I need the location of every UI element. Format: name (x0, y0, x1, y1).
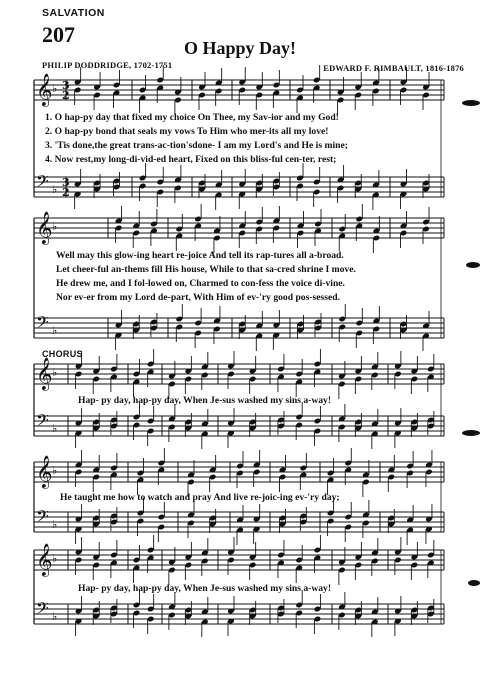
time-signature: 2 (62, 186, 70, 199)
section-label: SALVATION (42, 7, 105, 19)
scan-mark (462, 100, 480, 106)
treble-clef-icon: 𝄞 (36, 455, 53, 488)
flat-icon: ♭ (52, 183, 58, 196)
verse-3-line-2: He drew me, and I fol-lowed on, Charmed to con-fess the voice di-vine. (56, 278, 345, 289)
verse-3-line-1: 3. 'Tis done,the great trans-ac-tion'sdone- I am my Lord's and He is mine; (45, 140, 348, 151)
treble-clef-icon: 𝄞 (36, 73, 53, 106)
time-signature: 3 (62, 79, 70, 92)
treble-clef-icon: 𝄞 (36, 211, 53, 244)
flat-icon: ♭ (52, 82, 58, 95)
flat-icon: ♭ (52, 324, 58, 337)
chorus-line-1: Hap- py day, hap-py day, When Je-sus washed my sins a-way! (78, 395, 332, 406)
chorus-line-3: Hap- py day, hap-py day, When Je-sus washed my sins a-way! (78, 583, 332, 594)
bass-clef-icon: 𝄢 (36, 598, 49, 622)
verse-4-line-1: 4. Now rest,my long-di-vid-ed heart, Fixed on this bliss-ful cen-ter, rest; (45, 154, 337, 165)
scan-mark (466, 262, 480, 268)
flat-icon: ♭ (52, 518, 58, 531)
verse-1-line-1: 1. O hap-py day that fixed my choice On Thee, my Sav-ior and my God! (45, 112, 339, 123)
scan-mark (462, 430, 480, 436)
flat-icon: ♭ (52, 464, 58, 477)
bass-clef-icon: 𝄢 (36, 312, 49, 336)
words-author: PHILIP DODDRIDGE, 1702-1751 (42, 60, 173, 70)
flat-icon: ♭ (52, 422, 58, 435)
bass-clef-icon: 𝄢 (36, 171, 49, 195)
flat-icon: ♭ (52, 220, 58, 233)
hymn-number: 207 (42, 22, 75, 47)
bass-clef-icon: 𝄢 (36, 410, 49, 434)
verse-2-line-2: Let cheer-ful an-thems fill His house, While to that sa-cred shrine I move. (56, 264, 356, 275)
treble-clef-icon: 𝄞 (36, 357, 53, 390)
treble-clef-icon: 𝄞 (36, 543, 53, 576)
hymn-title: O Happy Day! (183, 38, 297, 58)
time-signature: 2 (62, 89, 70, 102)
verse-1-line-2: Well may this glow-ing heart re-joice And tell its rap-tures all a-broad. (56, 250, 344, 261)
time-signature: 3 (62, 176, 70, 189)
flat-icon: ♭ (52, 610, 58, 623)
scan-mark (468, 580, 480, 586)
bass-clef-icon: 𝄢 (36, 506, 49, 530)
verse-4-line-2: Nor ev-er from my Lord de-part, With Him of ev-'ry good pos-sessed. (56, 292, 340, 303)
flat-icon: ♭ (52, 366, 58, 379)
chorus-line-2: He taught me how to watch and pray And live re-joic-ing ev-'ry day; (60, 492, 340, 503)
music-composer: EDWARD F. RIMBAULT, 1816-1876 (323, 63, 464, 73)
chorus-label: CHORUS (42, 349, 83, 359)
verse-2-line-1: 2. O hap-py bond that seals my vows To Him who mer-its all my love! (45, 126, 329, 137)
flat-icon: ♭ (52, 552, 58, 565)
